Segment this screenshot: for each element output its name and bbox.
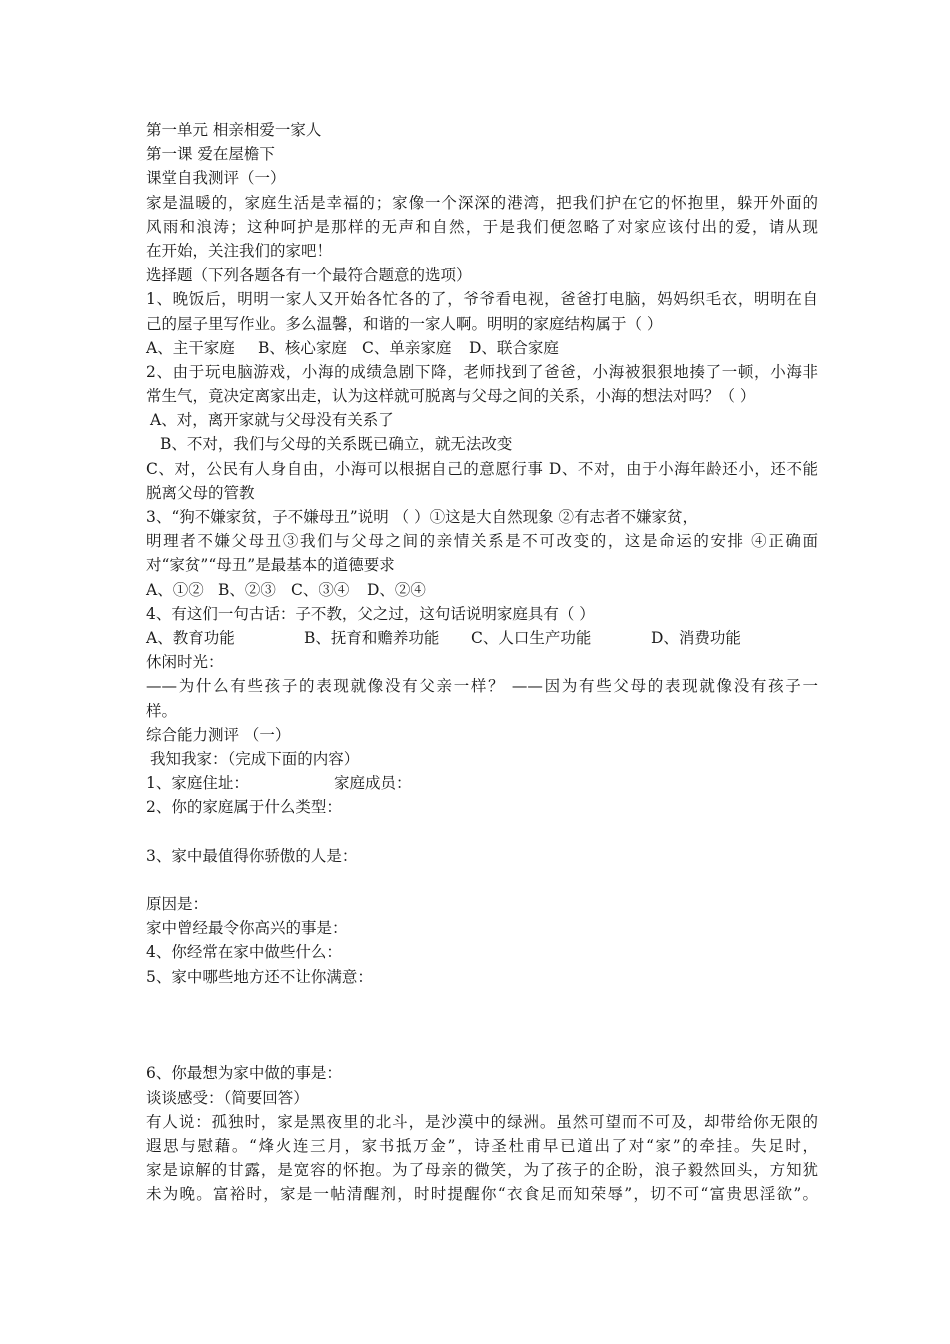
option: D、②④ — [367, 580, 426, 599]
question-1-line: 己的屋子里写作业。多么温馨，和谐的一家人啊。明明的家庭结构属于（ ） — [146, 314, 663, 333]
question-4-options — [146, 626, 818, 650]
talk-text: 未为晚。富裕时，家是一帖清醒剂，时时提醒你“衣食足而知荣辱”，切不可“富贵思淫欲”。 — [146, 1185, 818, 1204]
item-3: 3、家中最值得你骄傲的人是： — [146, 846, 358, 865]
option: D、消费功能 — [651, 628, 741, 647]
question-2-line: 常生气，竟决定离家出走，认为这样就可脱离与父母之间的关系，小海的想法对吗？（ ） — [146, 387, 756, 406]
lesson-title: 第一课 爱在屋檐下 — [146, 145, 275, 164]
question-3-line: 3、“狗不嫌家贫，子不嫌母丑”说明 （ ）①这是大自然现象 ②有志者不嫌家贫， — [146, 508, 698, 526]
self-test-title: 课堂自我测评（一） — [146, 169, 286, 188]
leisure-text: 样。 — [146, 701, 178, 720]
answer-space — [146, 1037, 818, 1061]
reason-label: 原因是： — [146, 895, 209, 913]
option: C、③④ — [291, 580, 350, 599]
know-home-heading: 我知我家：（完成下面的内容） — [150, 749, 360, 768]
leisure-title: 休闲时光： — [146, 653, 224, 672]
option: A、主干家庭 — [146, 338, 235, 357]
leisure-text: ——为什么有些孩子的表现就像没有父亲一样？ ——因为有些父母的表现就像没有孩子一 — [146, 677, 818, 696]
option: A、教育功能 — [146, 628, 235, 647]
question-3-options — [146, 578, 818, 602]
ability-title: 综合能力测评 （一） — [146, 725, 291, 744]
question-4-line: 4、有这们一句古话：子不教，父之过，这句话说明家庭具有（ ） — [146, 604, 595, 623]
item-6: 6、你最想为家中做的事是： — [146, 1064, 342, 1083]
option: C、单亲家庭 — [362, 338, 452, 357]
answer-space — [146, 1013, 818, 1037]
talk-text: 家是谅解的甘露，是宽容的怀抱。为了母亲的微笑，为了孩子的企盼，浪子毅然回头，方知犹 — [146, 1161, 818, 1180]
item-5: 5、家中哪些地方还不让你满意： — [146, 967, 373, 986]
item-2: 2、你的家庭属于什么类型： — [146, 798, 342, 817]
question-1-options — [146, 336, 818, 360]
item-1 — [146, 771, 818, 795]
talk-text: 有人说：孤独时，家是黑夜里的北斗，是沙漠中的绿洲。虽然可望而不可及，却带给你无限的 — [146, 1112, 818, 1131]
intro-line: 在开始，关注我们的家吧！ — [146, 241, 333, 260]
answer-space — [146, 868, 818, 892]
choice-title: 选择题（下列各题各有一个最符合题意的选项） — [146, 266, 472, 285]
option: A、①② — [146, 580, 204, 599]
intro-line: 风雨和浪涛；这种呵护是那样的无声和自然，于是我们便忽略了对家应该付出的爱，请从现 — [146, 217, 818, 236]
question-3-line: 明理者不嫌父母丑③我们与父母之间的亲情关系是不可改变的，这是命运的安排 ④正确面 — [146, 532, 818, 551]
intro-line: 家是温暖的，家庭生活是幸福的；家像一个深深的港湾，把我们护在它的怀抱里，躲开外面的 — [146, 193, 818, 212]
document-page — [146, 118, 818, 1206]
question-2-option-b: B、不对，我们与父母的关系既已确立，就无法改变 — [160, 435, 513, 454]
option: D、联合家庭 — [469, 338, 559, 357]
question-2-option-cd: C、对，公民有人身自由，小海可以根据自己的意愿行事 D、不对，由于小海年龄还小，还不能 — [146, 459, 818, 478]
question-2-option-cd: 脱离父母的管教 — [146, 483, 255, 502]
question-2-line: 2、由于玩电脑游戏，小海的成绩急剧下降，老师找到了爸爸，小海被狠狠地揍了一顿，小海非 — [146, 362, 818, 381]
option: B、②③ — [218, 580, 276, 599]
answer-space — [146, 989, 818, 1013]
talk-title: 谈谈感受：（简要回答） — [146, 1088, 309, 1107]
option: C、人口生产功能 — [471, 628, 592, 647]
item-4: 4、你经常在家中做些什么： — [146, 943, 342, 962]
answer-space — [146, 819, 818, 843]
members-label: 家庭成员： — [334, 774, 412, 793]
address-label: 1、家庭住址： — [146, 774, 249, 793]
question-1-line: 1、晚饭后，明明一家人又开始各忙各的了，爷爷看电视，爸爸打电脑，妈妈织毛衣，明明在自 — [146, 290, 818, 309]
happiest-label: 家中曾经最令你高兴的事是： — [146, 919, 348, 938]
option: B、抚育和赡养功能 — [304, 628, 440, 647]
question-3-line: 对“家贫”“母丑”是最基本的道德要求 — [146, 556, 395, 575]
unit-title: 第一单元 相亲相爱一家人 — [146, 121, 322, 139]
option: B、核心家庭 — [258, 338, 347, 357]
talk-text: 遐思与慰藉。“烽火连三月，家书抵万金”，诗圣杜甫早已道出了对“家”的牵挂。失足时， — [146, 1136, 818, 1155]
question-2-option-a: A、对，离开家就与父母没有关系了 — [150, 411, 394, 430]
